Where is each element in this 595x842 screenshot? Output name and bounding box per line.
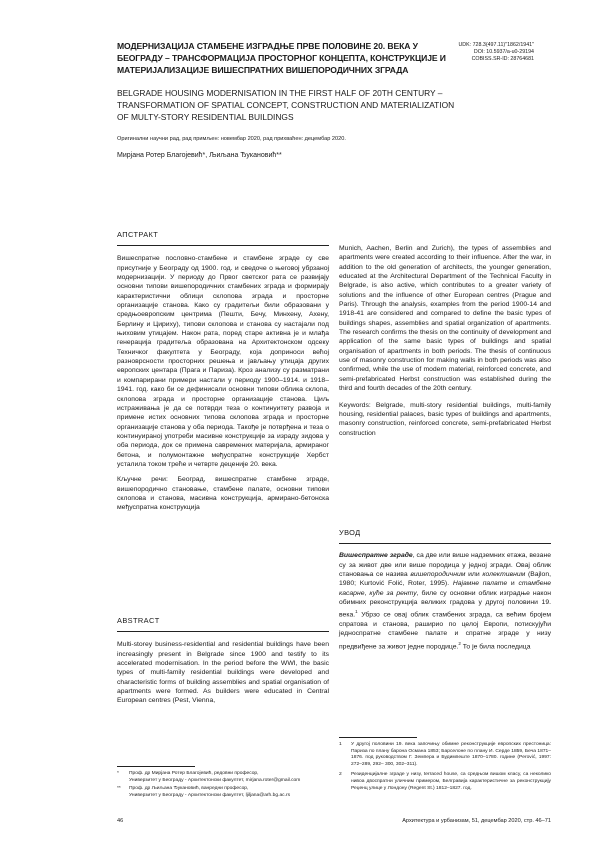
abstract-english-text-end: Munich, Aachen, Berlin and Zurich), the types of assemblies and apartments were created according to their influence. After the war, in addition to the old generation of architects, the younger generation, educated at the Architectural Department of the Technical Faculty in Belgrade, is also active, which contributes to a greater variety of solutions and the influence of other European centres (Prague and Paris). Through the analysis, examples from the period 1900-14 and 1918-41 are considered and compared to define the basic types of buildings shapes, assemblies and spatial organization of apartments. The research confirms the thesis on the continuity of development and application of the same basic types of buildings and spatial organisation of apartments in both periods. The thesis of continuous use of masonry construction for making walls in both periods was also confirmed, while the use of modern material, reinforced concrete, and semi-prefabricated Herbst construction was established during the third and fourth decades of the 20th century. <box>339 245 551 393</box>
footnote-1: 1 У другој половини 19. века започињу обимне реконструкције европских престоница: Париза по плану барона Османа 1853; Барселоне по плану И. Сердe 1859, Беча 1871–1876. под руководством Г. Земпера и Будимпеште 1870–1780. године (Perović, 1997: 272–289, 292– 300, 302–311). <box>339 742 551 767</box>
abstract-english-heading: ABSTRACT <box>117 616 160 625</box>
authors-line: Мирјана Ротер Благојевић*, Љиљана Ђукановић** <box>117 152 282 159</box>
introduction-paragraph: Вишеспратне зграде, са две или више надземних етажа, везане су за живот две или више породица у једној згради. Овај облик становања се назива вишепородичним или колективним (Bajlon, 1980; Kurtović Folić, Roter, 1995). Најамне палате и стамбене касарне, куће за ренту, биле су основни облик изградње након обимних реконструкција великих градова у другој половини 19. века.$^1$ Убрзо се овај облик стамбених зграда, са већим бројем спратова и станова, раширио по целој Европи, потискујући једноспратне стамбене палате и спратне зграде у низу предвиђене за живот једне породице.$^2$ То је била последица <box>339 552 552 650</box>
footnote-divider <box>117 766 195 767</box>
author-notes <box>117 771 329 799</box>
abstract-serbian-text: Вишеспратне пословно-стамбене и стамбене зграде су све присутније у Београду од 1900. год. и сведоче о његовој убрзаној модернизацији. У периоду до Првог светског рата се развијају основни типови вишепородичних стамбених зграда и формирају карактеристични облици склопова зграда и просторне организације станова. Како су градитељи били образовани у средњоевропским центрима (Пешти, Бечу, Минхену, Ахену, Берлину и Цириху), типови склопова и станова су настајали под њиховим утицајем. Након рата, поред старе активна је и млађа генерација градитеља образована на Архитектонском одсеку Техничког факултета у Београду, која доприноси већој разноврсности просторних решења и јављању утицаја других европских центара (Прага и Париза). Кроз анализу су разматрани и компарирани примери настали у периоду 1900–1914. и 1918–1941. год. како би се дефинисали основни типови облика склопа, склопова зграда и просторне организације станова. Циљ истраживања је да се потврди теза о континуитету развоја и примене истих основних типова склопова зграда и просторне организације станова у оба периода. Такође је потврђена и теза о континуираној употреби масивне конструкције за израду зидова у оба периода, док се примена савремених материјала, армираног бетона, и полумонтажне међуспратне конструкције Хербст усталила током треће и четврте деценије 20. века. <box>117 255 329 468</box>
introduction-section <box>339 528 551 651</box>
introduction-heading: УВОД <box>339 528 361 537</box>
footnote-divider <box>339 737 417 738</box>
keywords-english: Keywords: Belgrade, multi-story residential buildings, multi-family housing, residential palaces, basic types of buildings and apartments, masonry construction, reinforced concrete, semi-prefabricated Herbst construction <box>339 401 551 437</box>
udc-code: UDK: 728.3(497.11)"1862/1941" <box>458 42 534 48</box>
abstract-english-continued <box>339 244 551 438</box>
heading-divider <box>339 543 551 544</box>
author-note-mark: ** <box>117 786 121 792</box>
footnote-ref: 2 <box>458 640 461 646</box>
heading-divider <box>117 245 329 246</box>
author-note-1-line1: Проф. др Мирјана Ротер Благојевић, редовни професор, <box>129 771 259 776</box>
cobiss-code: COBISS.SR-ID: 28764681 <box>471 56 534 63</box>
keywords-serbian: Кључне речи: Београд, вишеспратне стамбене зграде, вишепородично становање, стамбене палате, основни типови склопова и станова, масивна конструкција, армирано-бетонска међуспратна конструкција <box>117 476 329 512</box>
article-identifiers <box>384 42 534 64</box>
abstract-serbian-section <box>117 230 329 513</box>
author-note-2-line2: Универзитет у Београду - Архитектонски факултет, ljiljana@arh.bg.ac.rs <box>129 792 291 798</box>
abstract-serbian-heading: АПСТРАКТ <box>117 230 159 239</box>
journal-reference: Архитектура и урбанизам, 51, децембар 2020, стр. 46–71 <box>402 818 551 824</box>
footnote-ref: 1 <box>355 609 358 615</box>
footnote-2: 2 Резиденцијалне зграде у низу, terraced house, са средњом вишом класу, са неколико нивоа двоспратни уличним примером, Белгравија карактеристичне за реконструкцију Реџенц улице у Лондону (Regent St.) 1812–1827. год. <box>339 772 551 791</box>
doi-code: DOI: 10.5937/a-u0-29194 <box>473 49 534 56</box>
heading-divider <box>117 631 329 632</box>
abstract-english-text-start: Multi-storey business-residential and residential buildings have been increasingly present in Belgrade since 1900 and testify to its accelerated modernisation. In the period before the WWI, the basic types of multi-family residential buildings were developed and characteristic forms of building assemblies and spatial organisation of apartments were formed. As builders were educated in Central European centres (Pest, Vienna, <box>117 641 329 705</box>
footnotes <box>339 742 551 792</box>
article-title-english: BELGRADE HOUSING MODERNISATION IN THE FIRST HALF OF 20TH CENTURY – TRANSFORMATION OF SPATIAL CONCEPT, CONSTRUCTION AND MATERIALIZATION OF MULTY-STORY RESIDENTIAL BUILDINGS <box>117 88 455 122</box>
abstract-english-section <box>117 616 329 706</box>
author-note-mark: * <box>117 771 119 776</box>
page-number: 46 <box>117 818 124 824</box>
article-title-serbian: МОДЕРНИЗАЦИЈА СТАМБЕНЕ ИЗГРАДЊЕ ПРВЕ ПОЛОВИНЕ 20. ВЕКА У БЕОГРАДУ – ТРАНСФОРМАЦИЈА ПРОСТОРНОГ КОНЦЕПТА, КОНСТРУКЦИЈЕ И МАТЕРИЈАЛИЗАЦИЈЕ ВИШЕСПРАТНИХ ВИШЕПОРОДИЧНИХ ЗГРАДА <box>117 41 446 75</box>
article-type-line: Оригинални научни рад, рад примљен: новембар 2020, рад прихваћен: децембар 2020. <box>117 136 346 142</box>
author-note-1-line2: Универзитет у Београду - Архитектонски факултет, mirjana.roter@gmail.com <box>129 777 301 783</box>
author-note-2-line1: Проф. др Љиљана Ђукановић, ванредни професор, <box>129 786 249 792</box>
